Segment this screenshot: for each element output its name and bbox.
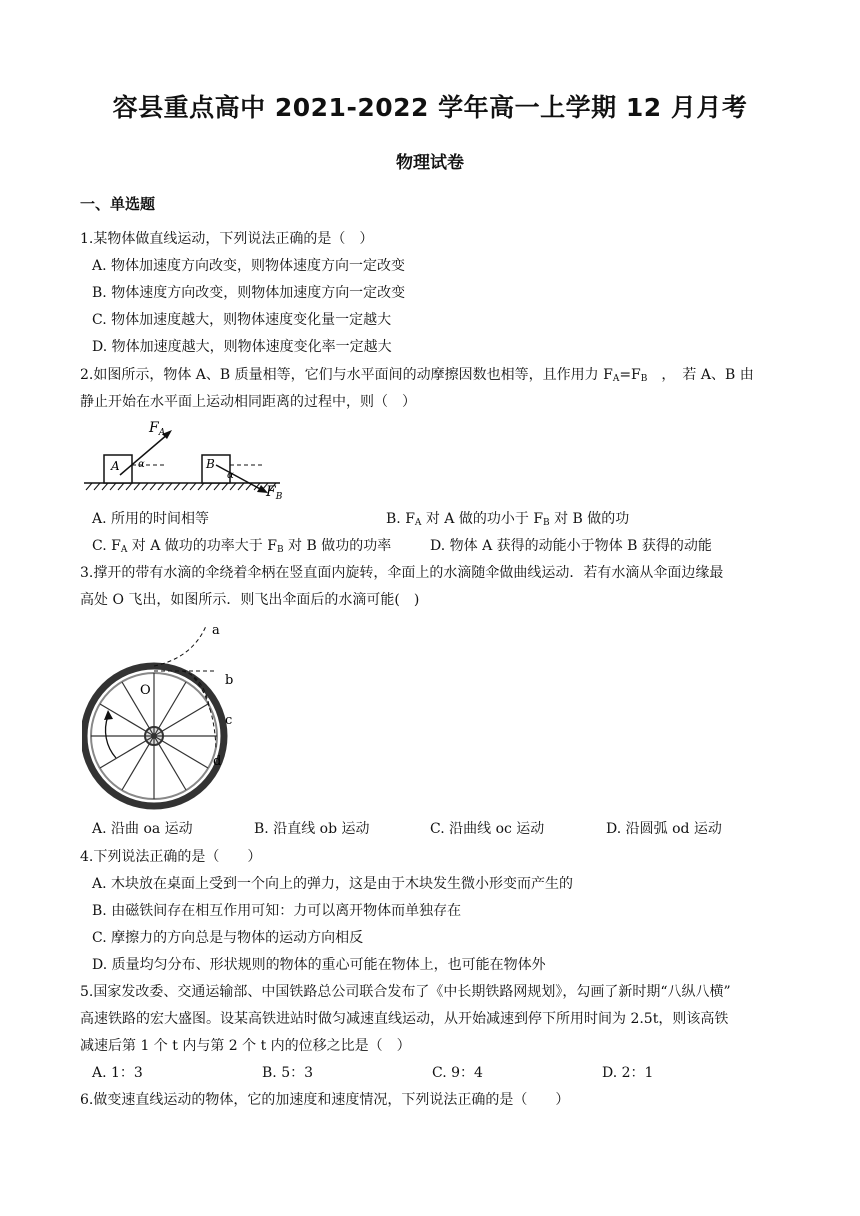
q1-option-b: B. 物体速度方向改变，则物体加速度方向一定改变 — [92, 285, 406, 301]
q3-stem-line1: 3.撑开的带有水滴的伞绕着伞柄在竖直面内旋转，伞面上的水滴随伞做曲线运动．若有水滴从伞面边缘最 — [80, 565, 724, 581]
q6-stem: 6.做变速直线运动的物体，它的加速度和速度情况，下列说法正确的是（ ） — [80, 1092, 570, 1108]
q5-option-a: A. 1：3 — [92, 1065, 143, 1081]
q3-figure — [82, 618, 252, 814]
label-b: B — [206, 457, 215, 471]
path-label-b: b — [225, 673, 234, 688]
q2-stem-line1: 2.如图所示，物体 A、B 质量相等，它们与水平面间的动摩擦因数也相等，且作用力 $F_A=F_B$ ， 若 A、B 由 — [80, 367, 754, 384]
force-fa-label: $F_A$ — [149, 420, 166, 438]
label-a: A — [111, 459, 120, 473]
page-subtitle: 物理试卷 — [396, 153, 464, 173]
point-o-label: O — [140, 683, 151, 698]
q4-option-b: B. 由磁铁间存在相互作用可知：力可以离开物体而单独存在 — [92, 903, 462, 919]
q2-option-d: D. 物体 A 获得的动能小于物体 B 获得的动能 — [430, 538, 712, 554]
force-fb-label: $F_B$ — [266, 484, 282, 502]
q5-stem-line1: 5.国家发改委、交通运输部、中国铁路总公司联合发布了《中长期铁路网规划》，勾画了新时期“八纵八横” — [80, 984, 731, 1000]
q3-option-c: C. 沿曲线 oc 运动 — [430, 821, 545, 837]
page-title: 容县重点高中 2021-2022 学年高一上学期 12 月月考 — [112, 93, 748, 122]
path-label-d: d — [213, 754, 222, 769]
q5-option-c: C. 9：4 — [432, 1065, 483, 1081]
q5-option-d: D. 2：1 — [602, 1065, 654, 1081]
q2-stem-line2: 静止开始在水平面上运动相同距离的过程中，则（ ） — [80, 394, 416, 410]
q2-option-a: A. 所用的时间相等 — [92, 511, 210, 527]
q3-option-a: A. 沿曲 oa 运动 — [92, 821, 193, 837]
alpha-a: α — [138, 459, 145, 470]
q5-stem-line3: 减速后第 1 个 t 内与第 2 个 t 内的位移之比是（ ） — [80, 1038, 411, 1054]
q1-stem: 1.某物体做直线运动，下列说法正确的是（ ） — [80, 231, 374, 247]
path-label-c: c — [225, 713, 233, 728]
q1-option-d: D. 物体加速度越大，则物体速度变化率一定越大 — [92, 339, 392, 355]
q4-option-a: A. 木块放在桌面上受到一个向上的弹力，这是由于木块发生微小形变而产生的 — [92, 876, 574, 892]
q3-option-d: D. 沿圆弧 od 运动 — [606, 821, 722, 837]
q4-option-d: D. 质量均匀分布、形状规则的物体的重心可能在物体上，也可能在物体外 — [92, 957, 546, 973]
q3-option-b: B. 沿直线 ob 运动 — [254, 821, 370, 837]
q5-option-b: B. 5：3 — [262, 1065, 314, 1081]
q2-option-c: C. $F_A$ 对 A 做功的功率大于 $F_B$ 对 B 做功的功率 — [92, 538, 392, 555]
q5-stem-line2: 高速铁路的宏大盛图。设某高铁进站时做匀减速直线运动，从开始减速到停下所用时间为 2.5t，则该高铁 — [80, 1011, 729, 1027]
q3-stem-line2: 高处 O 飞出，如图所示．则飞出伞面后的水滴可能( ) — [80, 592, 420, 608]
q1-option-a: A. 物体加速度方向改变，则物体速度方向一定改变 — [92, 258, 406, 274]
q2-option-b: B. $F_A$ 对 A 做的功小于 $F_B$ 对 B 做的功 — [386, 511, 630, 528]
q4-option-c: C. 摩擦力的方向总是与物体的运动方向相反 — [92, 930, 364, 946]
alpha-b: α — [227, 470, 234, 481]
section-heading: 一、单选题 — [80, 195, 156, 213]
path-label-a: a — [212, 623, 220, 638]
q1-option-c: C. 物体加速度越大，则物体速度变化量一定越大 — [92, 312, 392, 328]
q2-figure — [82, 420, 282, 502]
q4-stem: 4.下列说法正确的是（ ） — [80, 849, 262, 865]
